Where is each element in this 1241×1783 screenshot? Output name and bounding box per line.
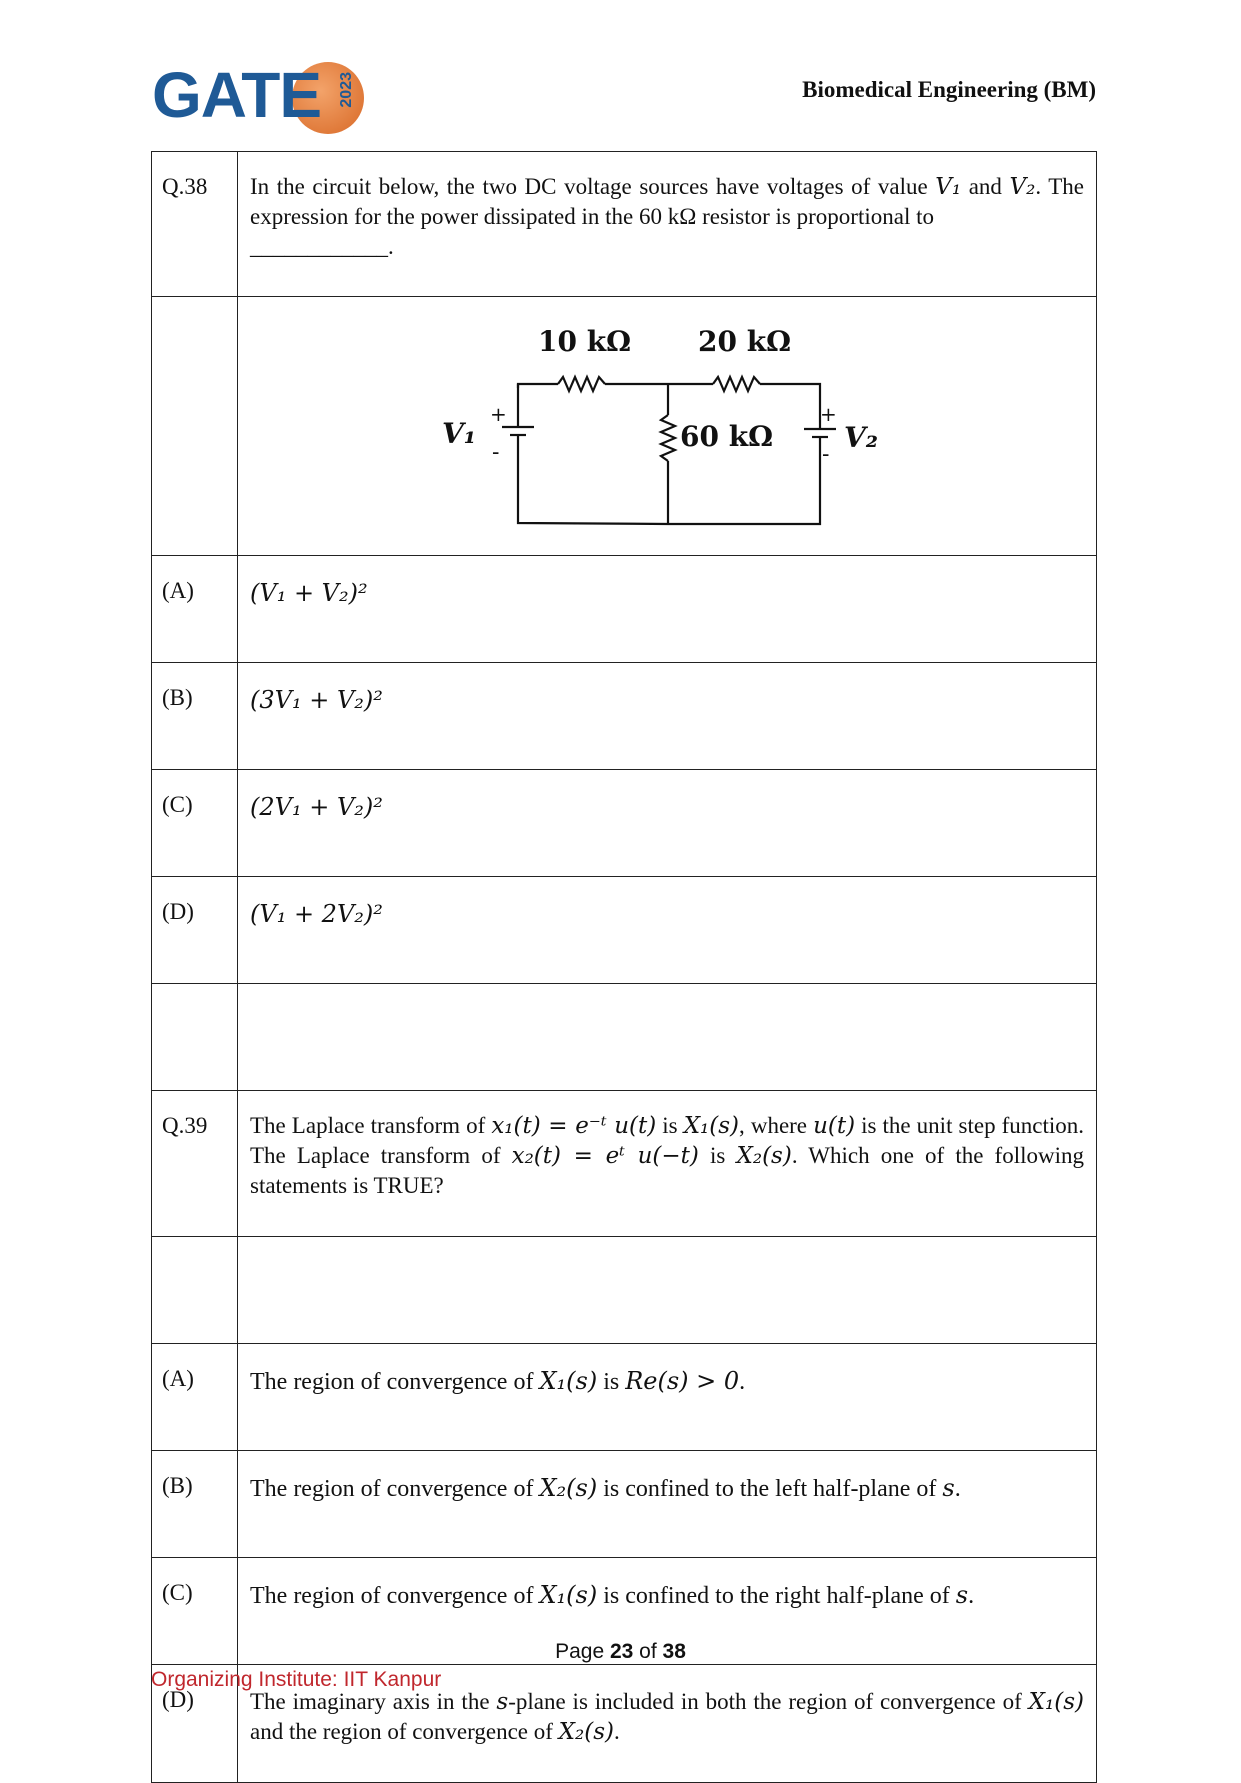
option-label: (B) — [152, 1451, 238, 1558]
subject-title: Biomedical Engineering (BM) — [802, 77, 1096, 102]
question-38-table — [151, 151, 1097, 1783]
label-60k: 60 kΩ — [680, 420, 774, 453]
minus-v1: - — [492, 440, 500, 465]
option-label: (A) — [152, 556, 238, 663]
circuit-diagram-cell — [238, 297, 1097, 556]
question-number: Q.39 — [152, 1091, 238, 1237]
plus-v1: + — [490, 402, 507, 426]
option-d: (V₁ + 2V₂)² — [238, 877, 1097, 984]
label-10k: 10 kΩ — [538, 325, 632, 358]
page-number: Page 23 of 38 — [555, 1640, 686, 1663]
wire-top-right — [760, 384, 820, 422]
option-c: (2V₁ + V₂)² — [238, 770, 1097, 877]
logo-year: 2023 — [338, 72, 355, 108]
option-label: (A) — [152, 1344, 238, 1451]
wire-top-left — [518, 384, 558, 388]
logo-text: GATE — [152, 59, 322, 131]
question-text: The Laplace transform of x₁(t) = e⁻ᵗ u(t) is X₁(s), where u(t) is the unit step function. The Laplace transform of x₂(t) = eᵗ u(−t) is X₂(s). Which one of the following statements is TRUE? — [238, 1091, 1097, 1237]
option-label: (C) — [152, 770, 238, 877]
option-b: The region of convergence of X₂(s) is confined to the left half-plane of s. — [238, 1451, 1097, 1558]
option-label: (C) — [152, 1558, 238, 1665]
minus-v2: - — [822, 442, 830, 467]
option-label: (B) — [152, 663, 238, 770]
resistor-60k — [661, 415, 675, 461]
option-a: The region of convergence of X₁(s) is Re(s) > 0. — [238, 1344, 1097, 1451]
resistor-20k — [713, 377, 760, 391]
wire-left-bottom — [518, 435, 668, 524]
option-c: The region of convergence of X₁(s) is confined to the right half-plane of s. — [238, 1558, 1097, 1665]
option-b: (3V₁ + V₂)² — [238, 663, 1097, 770]
question-number: Q.38 — [152, 152, 238, 297]
label-v2: V₂ — [844, 421, 878, 454]
option-a: (V₁ + V₂)² — [238, 556, 1097, 663]
label-20k: 20 kΩ — [698, 325, 792, 358]
organizing-institute: Organizing Institute: IIT Kanpur — [151, 1668, 442, 1691]
resistor-10k — [558, 377, 605, 391]
label-v1: V₁ — [442, 417, 476, 450]
gate-logo — [152, 58, 382, 138]
plus-v2: + — [820, 402, 837, 426]
option-d: The imaginary axis in the s-plane is included in both the region of convergence of X₁(s) and the region of convergence of X₂(s). — [238, 1665, 1097, 1783]
circuit-diagram — [238, 297, 1096, 547]
option-label: (D) — [152, 877, 238, 984]
answer-blank: ____________. — [250, 234, 394, 259]
empty-row — [238, 984, 1097, 1091]
option-label: (D) — [152, 1665, 238, 1783]
empty-row — [238, 1237, 1097, 1344]
question-text: In the circuit below, the two DC voltage sources have voltages of value V₁ and V₂. The expression for the power dissipated in the 60 kΩ resistor is proportional to ____________. — [238, 152, 1097, 297]
